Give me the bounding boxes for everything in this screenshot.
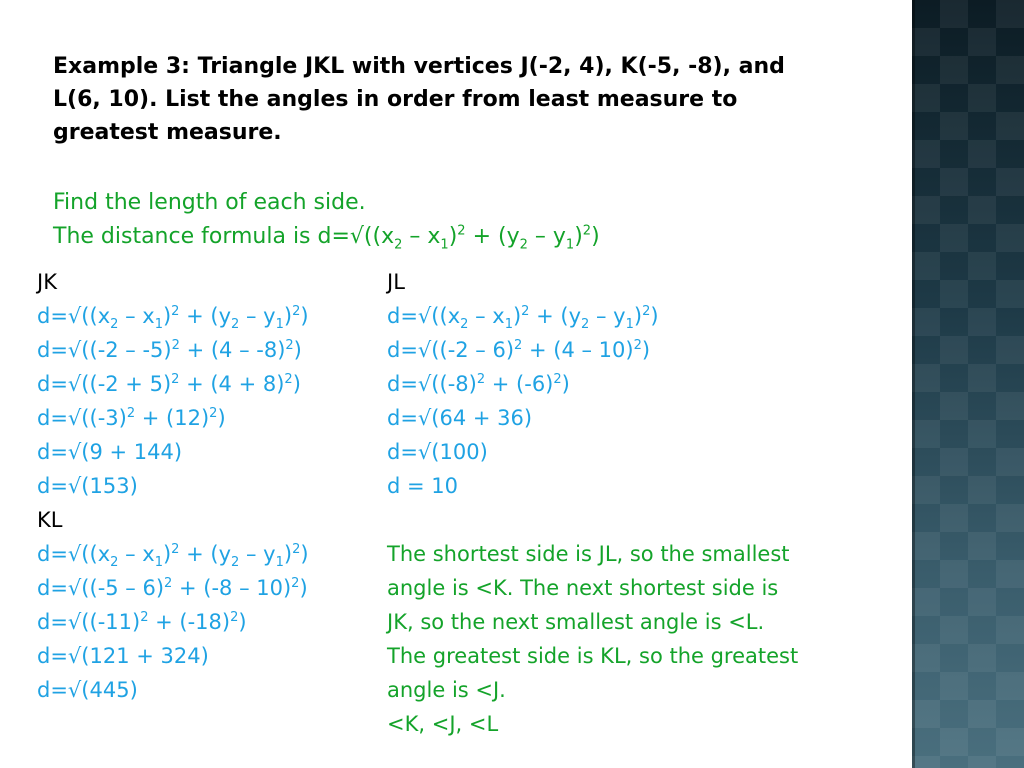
right-column	[387, 265, 897, 741]
jk-step: d=√(9 + 144)	[37, 440, 183, 464]
kl-step: $d=√((x_2 - x_1)^2 + (y_2 - y_1)^2)$	[37, 542, 309, 571]
left-column	[37, 265, 382, 707]
jk-step: $d=√((-3)^2 + (12)^2)$	[37, 406, 226, 430]
heading-line: greatest measure.	[53, 120, 282, 145]
conclusion-line: JK, so the next smallest angle is <L.	[387, 610, 765, 634]
jl-step: $d=√((x_2 - x_1)^2 + (y_2 - y_1)^2)$	[387, 304, 659, 333]
find-length-text: Find the length of each side.	[53, 190, 366, 215]
jk-step: d=√((-2 – -5)$^2$ + (4 – -8)$^2$)	[37, 338, 302, 362]
jk-step: $d=√((x_2 - x_1)^2 + (y_2 - y_1)^2)$	[37, 304, 309, 333]
conclusion-line: The greatest side is KL, so the greatest	[387, 644, 799, 668]
heading-line: L(6, 10). List the angles in order from least measure to	[53, 87, 738, 112]
side-kl-label: KL	[37, 508, 63, 532]
conclusion-line: The shortest side is JL, so the smallest	[387, 542, 790, 566]
angle-order-answer: <K, <J, <L	[387, 712, 499, 736]
jk-step: d=√(153)	[37, 474, 138, 498]
spacer	[387, 503, 897, 537]
decorative-side-band	[912, 0, 1024, 768]
intro-text	[53, 186, 893, 254]
jl-step: d=√((-2 – 6)$^2$ + (4 – 10)$^2$)	[387, 338, 651, 362]
heading-line: Example 3: Triangle JKL with vertices J(-2, 4), K(-5, -8), and	[53, 54, 785, 79]
side-jk-label: JK	[37, 270, 57, 294]
distance-formula-line	[53, 220, 893, 254]
kl-step: $d=√((-11)^2 + (-18)^2)$	[37, 610, 247, 634]
jl-step: d = 10	[387, 474, 458, 498]
kl-step: d=√((-5 – 6)$^2$ + (-8 – 10)$^2$)	[37, 576, 308, 600]
kl-step: d=√(445)	[37, 678, 138, 702]
distance-formula: $d=√((x_2 - x_1)^2 + (y_2 - y_1)^2)$	[317, 223, 600, 253]
example-heading	[53, 50, 893, 149]
jk-step: $d=√((-2 + 5)^2 + (4 + 8)^2)$	[37, 372, 301, 396]
diamond-pattern	[912, 0, 1024, 768]
conclusion-line: angle is <J.	[387, 678, 506, 702]
conclusion-line: angle is <K. The next shortest side is	[387, 576, 779, 600]
side-band-edge	[912, 0, 915, 768]
jl-step: d=√(64 + 36)	[387, 406, 533, 430]
jl-step: d=√(100)	[387, 440, 488, 464]
jl-step: $d=√((-8)^2 + (-6)^2)$	[387, 372, 570, 396]
side-jl-label: JL	[387, 270, 405, 294]
formula-prefix: The distance formula is	[53, 224, 318, 249]
kl-step: d=√(121 + 324)	[37, 644, 209, 668]
